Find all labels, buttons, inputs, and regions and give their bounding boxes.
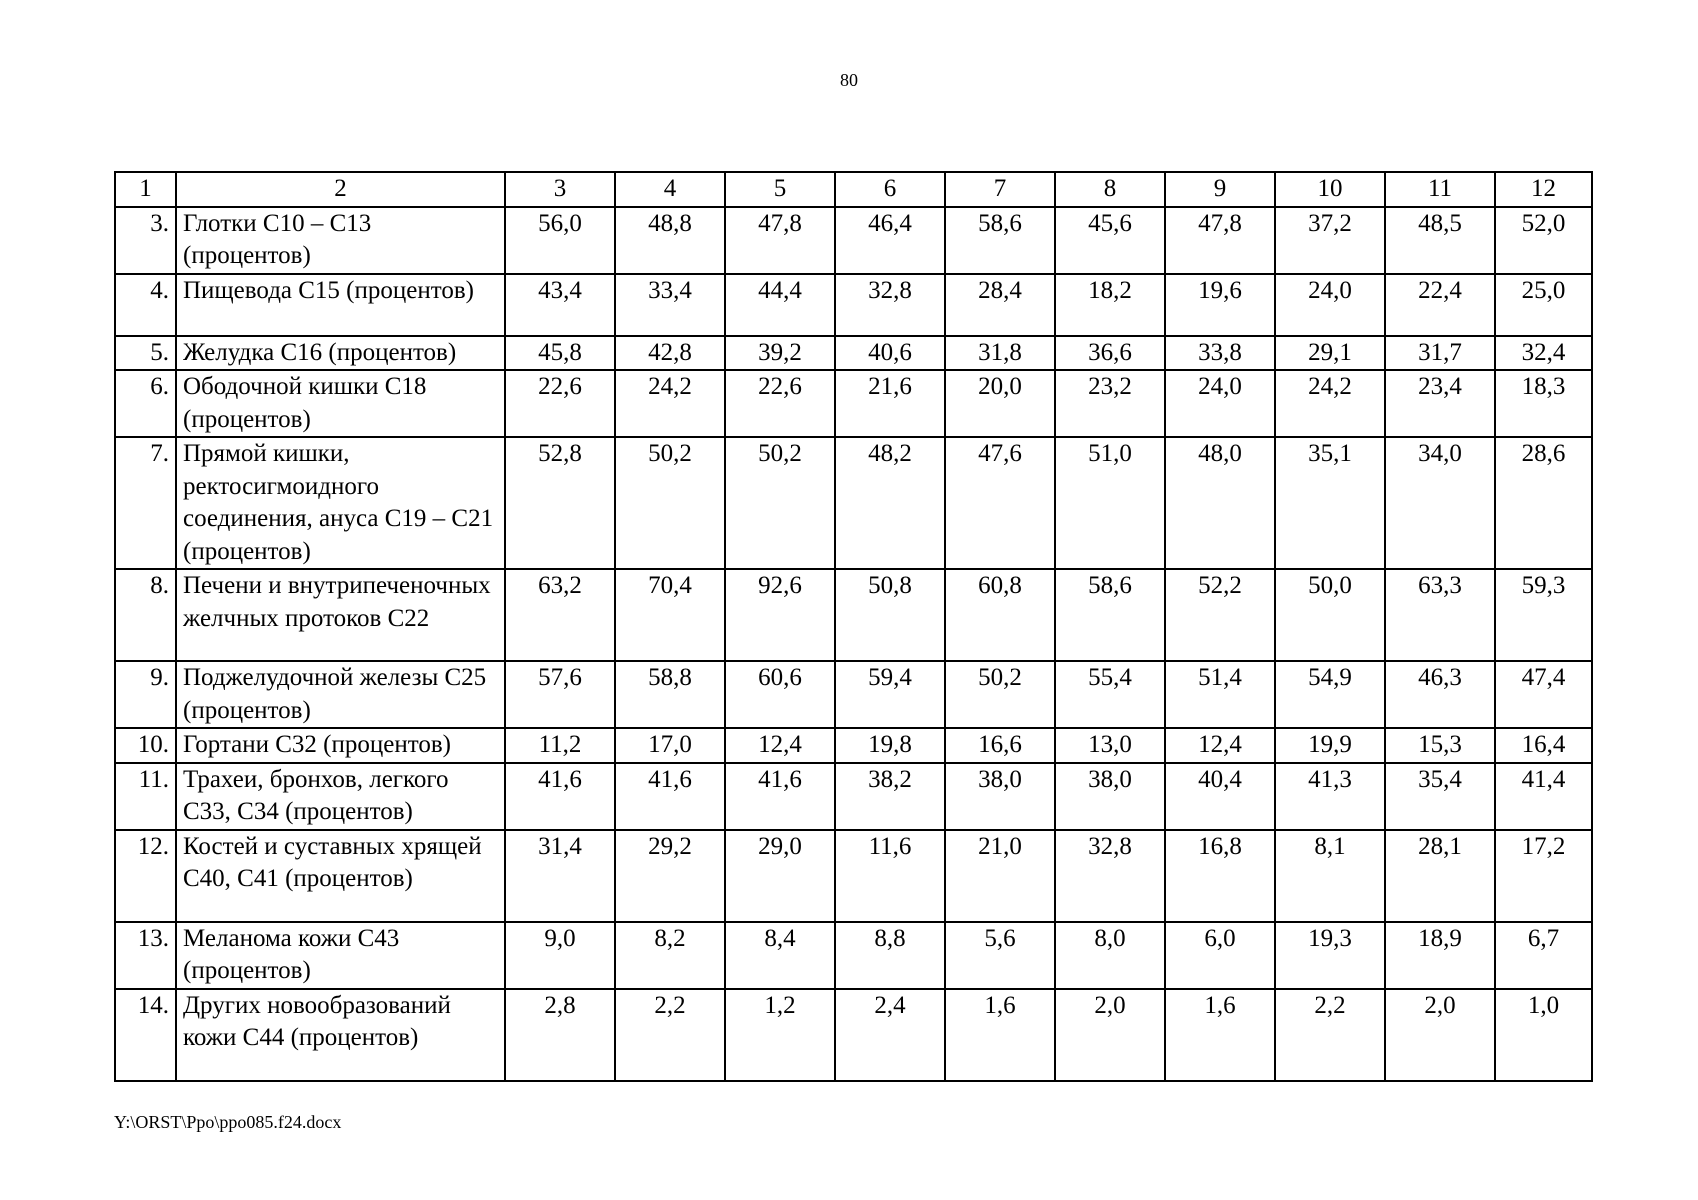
value-cell: 32,4 (1495, 336, 1592, 371)
value-cell: 21,6 (835, 370, 945, 437)
row-number-cell: 13. (115, 922, 176, 989)
value-cell: 20,0 (945, 370, 1055, 437)
table-row (115, 569, 1592, 661)
value-cell: 47,8 (1165, 207, 1275, 274)
row-name-cell: Трахеи, бронхов, легкого С33, С34 (процентов) (176, 763, 505, 830)
table-row (115, 763, 1592, 830)
value-cell: 28,1 (1385, 830, 1495, 922)
value-cell: 31,8 (945, 336, 1055, 371)
value-cell: 19,9 (1275, 728, 1385, 763)
row-name-cell: Пищевода С15 (процентов) (176, 274, 505, 336)
row-number-cell: 12. (115, 830, 176, 922)
value-cell: 15,3 (1385, 728, 1495, 763)
value-cell: 41,6 (615, 763, 725, 830)
value-cell: 2,8 (505, 989, 615, 1081)
value-cell: 24,2 (615, 370, 725, 437)
table-row (115, 336, 1592, 371)
value-cell: 42,8 (615, 336, 725, 371)
value-cell: 41,4 (1495, 763, 1592, 830)
header-cell: 4 (615, 172, 725, 207)
row-number-cell: 10. (115, 728, 176, 763)
value-cell: 48,5 (1385, 207, 1495, 274)
value-cell: 92,6 (725, 569, 835, 661)
value-cell: 19,3 (1275, 922, 1385, 989)
value-cell: 57,6 (505, 661, 615, 728)
value-cell: 59,4 (835, 661, 945, 728)
value-cell: 60,8 (945, 569, 1055, 661)
value-cell: 58,8 (615, 661, 725, 728)
header-cell: 8 (1055, 172, 1165, 207)
value-cell: 47,6 (945, 437, 1055, 569)
value-cell: 33,4 (615, 274, 725, 336)
value-cell: 48,8 (615, 207, 725, 274)
footer-file-path: Y:\ORST\Ppo\ppo085.f24.docx (114, 1112, 342, 1132)
row-number-cell: 14. (115, 989, 176, 1081)
value-cell: 52,0 (1495, 207, 1592, 274)
value-cell: 36,6 (1055, 336, 1165, 371)
value-cell: 34,0 (1385, 437, 1495, 569)
value-cell: 54,9 (1275, 661, 1385, 728)
header-cell: 3 (505, 172, 615, 207)
value-cell: 19,6 (1165, 274, 1275, 336)
row-number-cell: 3. (115, 207, 176, 274)
value-cell: 40,6 (835, 336, 945, 371)
value-cell: 1,2 (725, 989, 835, 1081)
value-cell: 48,0 (1165, 437, 1275, 569)
value-cell: 31,7 (1385, 336, 1495, 371)
value-cell: 38,0 (945, 763, 1055, 830)
value-cell: 32,8 (1055, 830, 1165, 922)
value-cell: 37,2 (1275, 207, 1385, 274)
header-cell: 12 (1495, 172, 1592, 207)
value-cell: 25,0 (1495, 274, 1592, 336)
value-cell: 58,6 (945, 207, 1055, 274)
value-cell: 8,4 (725, 922, 835, 989)
header-cell: 7 (945, 172, 1055, 207)
data-table (114, 171, 1593, 1082)
table-header-row (115, 172, 1592, 207)
value-cell: 48,2 (835, 437, 945, 569)
row-name-cell: Глотки С10 – С13 (процентов) (176, 207, 505, 274)
value-cell: 33,8 (1165, 336, 1275, 371)
header-cell: 1 (115, 172, 176, 207)
header-cell: 2 (176, 172, 505, 207)
table-row (115, 274, 1592, 336)
row-name-cell: Гортани С32 (процентов) (176, 728, 505, 763)
value-cell: 5,6 (945, 922, 1055, 989)
row-number-cell: 5. (115, 336, 176, 371)
table-row (115, 922, 1592, 989)
value-cell: 45,8 (505, 336, 615, 371)
value-cell: 41,3 (1275, 763, 1385, 830)
row-number-cell: 4. (115, 274, 176, 336)
value-cell: 22,6 (505, 370, 615, 437)
value-cell: 38,2 (835, 763, 945, 830)
value-cell: 50,8 (835, 569, 945, 661)
value-cell: 11,2 (505, 728, 615, 763)
row-name-cell: Желудка С16 (процентов) (176, 336, 505, 371)
row-number-cell: 6. (115, 370, 176, 437)
value-cell: 55,4 (1055, 661, 1165, 728)
table-row (115, 661, 1592, 728)
row-name-cell: Прямой кишки, ректосигмоидного соединения, ануса С19 – С21 (процентов) (176, 437, 505, 569)
value-cell: 24,0 (1165, 370, 1275, 437)
value-cell: 63,2 (505, 569, 615, 661)
value-cell: 46,3 (1385, 661, 1495, 728)
value-cell: 51,0 (1055, 437, 1165, 569)
value-cell: 39,2 (725, 336, 835, 371)
value-cell: 58,6 (1055, 569, 1165, 661)
row-number-cell: 8. (115, 569, 176, 661)
row-number-cell: 9. (115, 661, 176, 728)
value-cell: 18,3 (1495, 370, 1592, 437)
table-row (115, 989, 1592, 1081)
value-cell: 19,8 (835, 728, 945, 763)
value-cell: 45,6 (1055, 207, 1165, 274)
row-name-cell: Печени и внутрипеченочных желчных протоков С22 (176, 569, 505, 661)
value-cell: 16,6 (945, 728, 1055, 763)
value-cell: 12,4 (1165, 728, 1275, 763)
value-cell: 63,3 (1385, 569, 1495, 661)
value-cell: 11,6 (835, 830, 945, 922)
value-cell: 1,6 (945, 989, 1055, 1081)
header-cell: 6 (835, 172, 945, 207)
header-cell: 5 (725, 172, 835, 207)
value-cell: 22,6 (725, 370, 835, 437)
value-cell: 60,6 (725, 661, 835, 728)
value-cell: 41,6 (505, 763, 615, 830)
value-cell: 59,3 (1495, 569, 1592, 661)
value-cell: 50,2 (725, 437, 835, 569)
value-cell: 29,0 (725, 830, 835, 922)
value-cell: 8,8 (835, 922, 945, 989)
value-cell: 24,2 (1275, 370, 1385, 437)
value-cell: 40,4 (1165, 763, 1275, 830)
value-cell: 2,2 (615, 989, 725, 1081)
value-cell: 29,1 (1275, 336, 1385, 371)
value-cell: 50,0 (1275, 569, 1385, 661)
value-cell: 47,4 (1495, 661, 1592, 728)
value-cell: 52,2 (1165, 569, 1275, 661)
table-row (115, 370, 1592, 437)
value-cell: 56,0 (505, 207, 615, 274)
value-cell: 35,4 (1385, 763, 1495, 830)
row-name-cell: Меланома кожи С43 (процентов) (176, 922, 505, 989)
value-cell: 8,2 (615, 922, 725, 989)
value-cell: 21,0 (945, 830, 1055, 922)
value-cell: 44,4 (725, 274, 835, 336)
page-number: 80 (840, 70, 858, 90)
header-cell: 10 (1275, 172, 1385, 207)
row-name-cell: Ободочной кишки С18 (процентов) (176, 370, 505, 437)
header-cell: 9 (1165, 172, 1275, 207)
table-row (115, 728, 1592, 763)
value-cell: 50,2 (945, 661, 1055, 728)
value-cell: 51,4 (1165, 661, 1275, 728)
value-cell: 46,4 (835, 207, 945, 274)
value-cell: 38,0 (1055, 763, 1165, 830)
value-cell: 12,4 (725, 728, 835, 763)
value-cell: 23,2 (1055, 370, 1165, 437)
value-cell: 6,7 (1495, 922, 1592, 989)
value-cell: 2,4 (835, 989, 945, 1081)
value-cell: 23,4 (1385, 370, 1495, 437)
table-row (115, 830, 1592, 922)
value-cell: 32,8 (835, 274, 945, 336)
value-cell: 70,4 (615, 569, 725, 661)
value-cell: 8,1 (1275, 830, 1385, 922)
value-cell: 28,6 (1495, 437, 1592, 569)
value-cell: 31,4 (505, 830, 615, 922)
value-cell: 2,0 (1055, 989, 1165, 1081)
value-cell: 47,8 (725, 207, 835, 274)
value-cell: 8,0 (1055, 922, 1165, 989)
table-row (115, 437, 1592, 569)
value-cell: 24,0 (1275, 274, 1385, 336)
header-cell: 11 (1385, 172, 1495, 207)
value-cell: 13,0 (1055, 728, 1165, 763)
value-cell: 17,2 (1495, 830, 1592, 922)
value-cell: 18,9 (1385, 922, 1495, 989)
row-number-cell: 11. (115, 763, 176, 830)
value-cell: 1,0 (1495, 989, 1592, 1081)
value-cell: 18,2 (1055, 274, 1165, 336)
value-cell: 16,4 (1495, 728, 1592, 763)
value-cell: 1,6 (1165, 989, 1275, 1081)
row-name-cell: Других новообразований кожи С44 (процентов) (176, 989, 505, 1081)
value-cell: 22,4 (1385, 274, 1495, 336)
value-cell: 2,0 (1385, 989, 1495, 1081)
value-cell: 52,8 (505, 437, 615, 569)
value-cell: 6,0 (1165, 922, 1275, 989)
row-number-cell: 7. (115, 437, 176, 569)
value-cell: 29,2 (615, 830, 725, 922)
value-cell: 41,6 (725, 763, 835, 830)
value-cell: 17,0 (615, 728, 725, 763)
value-cell: 2,2 (1275, 989, 1385, 1081)
value-cell: 16,8 (1165, 830, 1275, 922)
row-name-cell: Костей и суставных хрящей С40, С41 (процентов) (176, 830, 505, 922)
table-row (115, 207, 1592, 274)
value-cell: 28,4 (945, 274, 1055, 336)
table-body (115, 172, 1592, 1081)
value-cell: 9,0 (505, 922, 615, 989)
value-cell: 43,4 (505, 274, 615, 336)
row-name-cell: Поджелудочной железы С25 (процентов) (176, 661, 505, 728)
value-cell: 35,1 (1275, 437, 1385, 569)
value-cell: 50,2 (615, 437, 725, 569)
